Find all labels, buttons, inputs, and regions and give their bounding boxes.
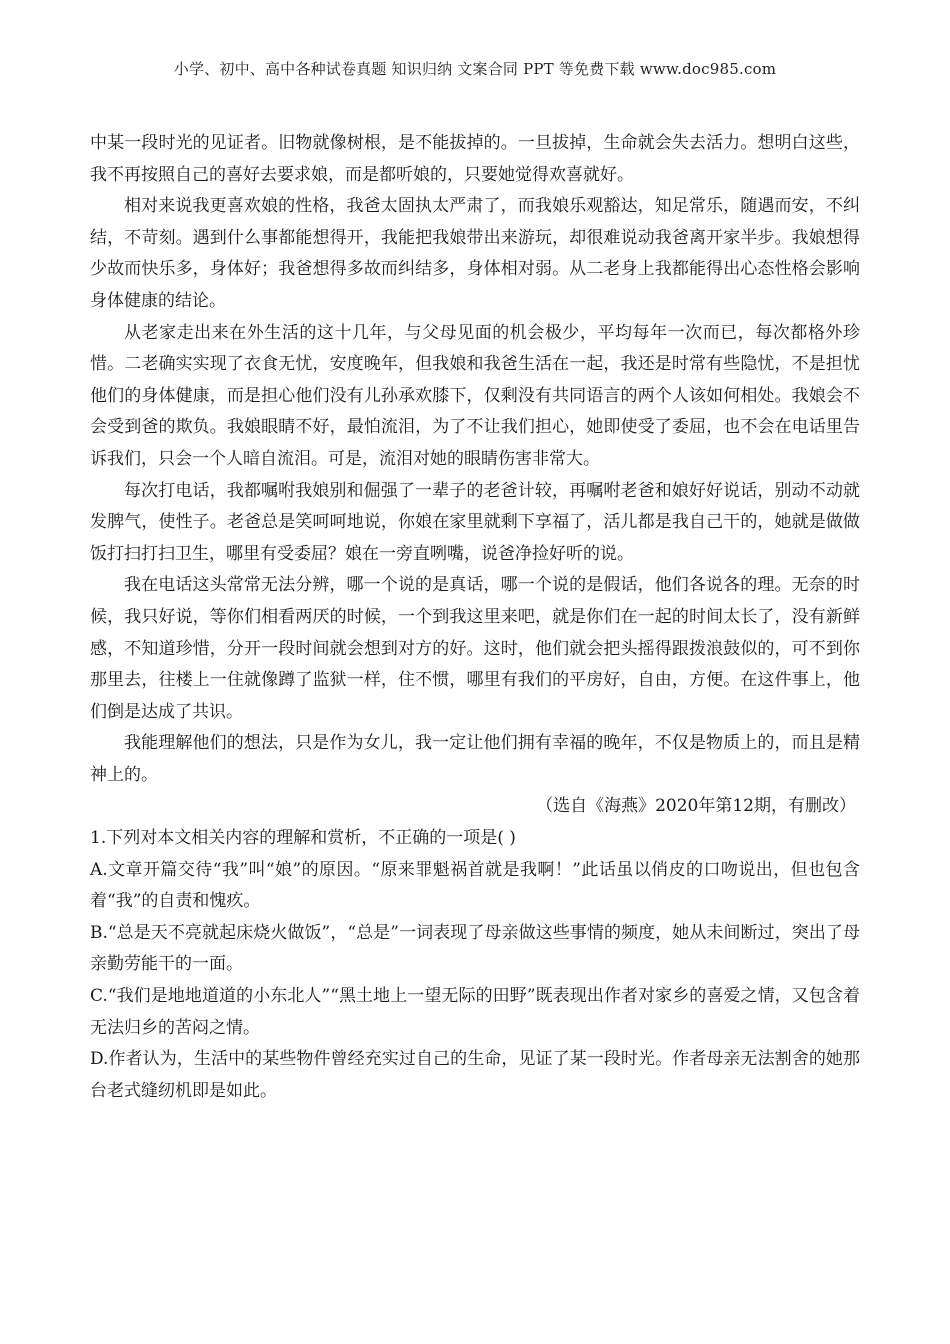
article-paragraph: 我在电话这头常常无法分辨，哪一个说的是真话，哪一个说的是假话，他们各说各的理。无奈的时候，我只好说，等你们相看两厌的时候，一个到我这里来吧，就是你们在一起的时间太长了，没有新鲜感，不知道珍惜，分开一段时间就会想到对方的好。这时，他们就会把头摇得跟拨浪鼓似的，可不到你那里去，往楼上一住就像蹲了监狱一样，住不惯，哪里有我们的平房好，自由，方便。在这件事上，他们倒是达成了共识。 — [90, 575, 860, 722]
article-paragraph: 相对来说我更喜欢娘的性格，我爸太固执太严肃了，而我娘乐观豁达，知足常乐，随遇而安，不纠结，不苛刻。遇到什么事都能想得开，我能把我娘带出来游玩，却很难说动我爸离开家半步。我娘想得少故而快乐多，身体好；我爸想得多故而纠结多，身体相对弱。从二老身上我都能得出心态性格会影响身体健康的结论。 — [90, 196, 860, 311]
article-paragraph: 中某一段时光的见证者。旧物就像树根，是不能拔掉的。一旦拔掉，生命就会失去活力。想明白这些，我不再按照自己的喜好去要求娘，而是都听娘的，只要她觉得欢喜就好。 — [90, 133, 860, 185]
question-option-d: D.作者认为，生活中的某些物件曾经充实过自己的生命，见证了某一段时光。作者母亲无法割舍的她那台老式缝纫机即是如此。 — [90, 1049, 860, 1101]
question-option-b: B.“总是天不亮就起床烧火做饭”，“总是”一词表现了母亲做这些事情的频度，她从未间断过，突出了母亲勤劳能干的一面。 — [90, 922, 860, 975]
article-paragraph: 我能理解他们的想法，只是作为女儿，我一定让他们拥有幸福的晚年，不仅是物质上的，而且是精神上的。 — [90, 733, 860, 785]
document-body — [90, 128, 860, 1107]
article-paragraph: 从老家走出来在外生活的这十几年，与父母见面的机会极少，平均每年一次而已，每次都格外珍惜。二老确实实现了衣食无忧，安度晚年，但我娘和我爸生活在一起，我还是时常有些隐忧，不是担忧他们的身体健康，而是担心他们没有儿孙承欢膝下，仅剩没有共同语言的两个人该如何相处。我娘会不会受到爸的欺负。我娘眼睛不好，最怕流泪，为了不让我们担心，她即使受了委屈，也不会在电话里告诉我们，只会一个人暗自流泪。可是，流泪对她的眼睛伤害非常大。 — [90, 322, 860, 469]
question-stem: 1.下列对本文相关内容的理解和赏析，不正确的一项是( ) — [90, 828, 516, 849]
question-option-a: A.文章开篇交待“我”叫“娘”的原因。“原来罪魁祸首就是我啊！”此话虽以俏皮的口吻说出，但也包含着“我”的自责和愧疚。 — [90, 859, 860, 912]
page-header: 小学、初中、高中各种试卷真题 知识归纳 文案合同 PPT 等免费下载 www.doc985.com — [173, 60, 777, 78]
article-paragraph: 每次打电话，我都嘱咐我娘别和倔强了一辈子的老爸计较，再嘱咐老爸和娘好好说话，别动不动就发脾气，使性子。老爸总是笑呵呵地说，你娘在家里就剩下享福了，活儿都是我自己干的，她就是做做饭打扫打扫卫生，哪里有受委屈？娘在一旁直咧嘴，说爸净捡好听的说。 — [90, 480, 860, 564]
question-option-c: C.“我们是地地道道的小东北人”“黑土地上一望无际的田野”既表现出作者对家乡的喜爱之情，又包含着无法归乡的苦闷之情。 — [90, 986, 860, 1038]
article-source: （选自《海燕》2020年第12期，有删改） — [536, 796, 856, 817]
